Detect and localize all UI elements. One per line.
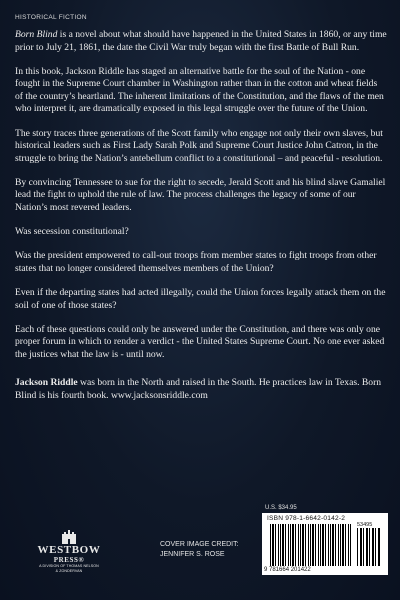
paragraph-6: Even if the departing states had acted illegally, could the Union forces legally attack them on the soil of one of those states? xyxy=(15,286,386,311)
genre-label: HISTORICAL FICTION xyxy=(15,14,87,21)
back-cover-copy xyxy=(15,29,387,414)
cover-credit-label: COVER IMAGE CREDIT: xyxy=(160,541,239,548)
price-label: U.S. $34.95 xyxy=(265,505,297,511)
isbn-label: ISBN 978-1-6642-0142-2 xyxy=(267,515,346,522)
barcode xyxy=(262,513,388,575)
paragraph-3: By convincing Tennessee to sue for the right to secede, Jerald Scott and his blind slave Gamaliel lead the fight to uphold the rule of law. The process challenges the legacy of some of our Nation’s most revered leaders. xyxy=(15,176,386,214)
publisher-sub-1: A DIVISION OF THOMAS NELSON xyxy=(39,564,99,568)
castle-icon xyxy=(60,528,78,544)
intro-text: is a novel about what should have happened in the United States in 1860, or any time prior to July 21, 1861, the date the Civil War truly began with the first Battle of Bull Run. xyxy=(15,29,387,53)
publisher-name-2: PRESS® xyxy=(53,556,85,564)
barcode-number: 9 781664 201422 xyxy=(264,567,311,573)
cover-credit xyxy=(160,540,239,560)
paragraph-7: Each of these questions could only be answered under the Constitution, and there was only one proper forum in which to render a verdict - the United States Supreme Court. No one ever asked the justices what the law is - until now. xyxy=(15,323,385,360)
author-bio-text: was born in the North and raised in the South. He practices law in Texas. Born Blind is his fourth book. www.jacksonsriddle.com xyxy=(15,377,382,401)
barcode-addon-bars xyxy=(357,528,381,566)
barcode-addon-number: 53495 xyxy=(357,522,373,528)
book-title: Born Blind xyxy=(15,29,58,40)
publisher-logo xyxy=(14,528,124,574)
publisher-sub-2: & ZONDERVAN xyxy=(55,569,83,573)
paragraph-5: Was the president empowered to call-out troops from member states to fight troops from other states that no longer considered themselves members of the Union? xyxy=(15,250,377,274)
paragraph-2: The story traces three generations of the Scott family who engage not only their own slaves, but historical leaders such as First Lady Sarah Polk and Supreme Court Justice John Catron, in the struggle to bring the Nation’s antebellum conflict to a constitutional – and peaceful - resolution. xyxy=(15,127,383,164)
paragraph-1: In this book, Jackson Riddle has staged an alternative battle for the soul of the Nation - one fought in the Supreme Court chamber in Washington rather than in the cotton and wheat fields of the country’s heartland. The inherent limitations of the Constitution, and the flaws of the men who interpret it, are dramatically exposed in this legal struggle over the future of the Union. xyxy=(15,65,384,115)
paragraph-4: Was secession constitutional? xyxy=(15,226,129,238)
author-bio xyxy=(15,377,387,402)
author-name: Jackson Riddle xyxy=(15,377,78,389)
barcode-bars xyxy=(270,524,352,566)
publisher-name: WESTBOW xyxy=(37,544,101,556)
intro-paragraph xyxy=(15,29,387,54)
cover-credit-name: JENNIFER S. ROSE xyxy=(160,551,225,558)
